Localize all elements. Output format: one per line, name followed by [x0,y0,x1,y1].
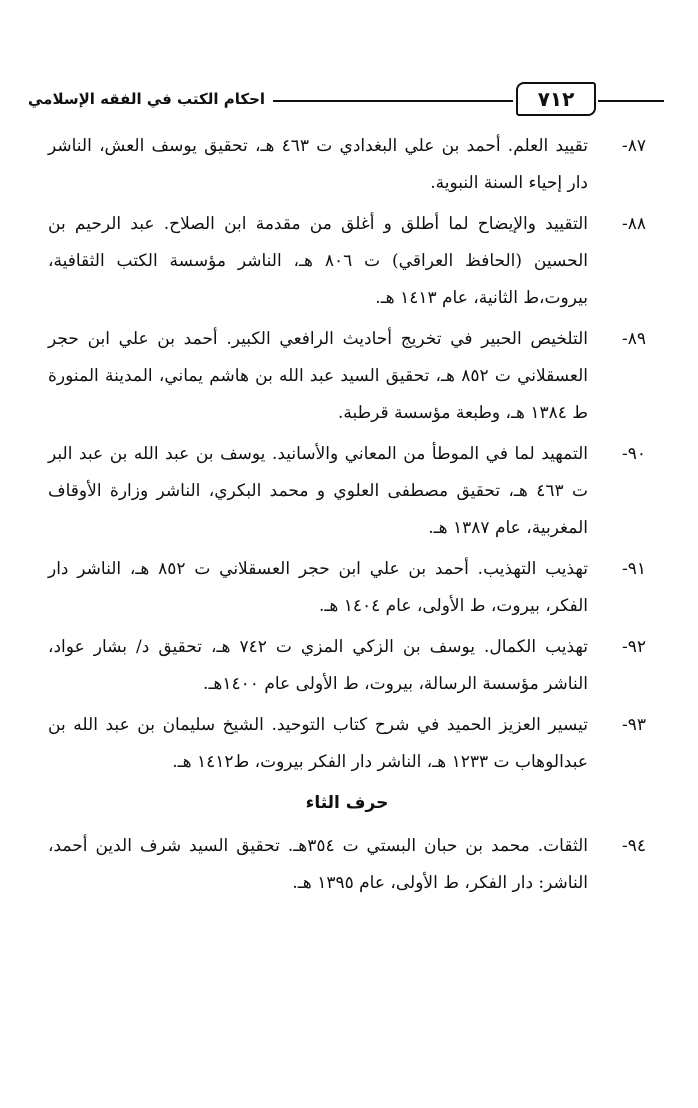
bibliography-entry [48,436,646,547]
entry-number: ٨٧- [621,136,646,156]
bibliography-entry [48,206,646,317]
entry-number: ٩٣- [621,715,646,735]
bibliography-entry [48,707,646,781]
header-rule-left [273,100,513,102]
entry-text: تهذيب الكمال. يوسف بن الزكي المزي ت ٧٤٢ هـ، تحقيق د/ بشار عواد، الناشر مؤسسة الرسالة، بيروت، ط الأولى عام ١٤٠٠هـ. [48,637,588,694]
entry-number: ٩٠- [621,444,646,464]
bibliography-entry [48,551,646,625]
page-number: ٧١٢ [516,82,596,116]
entry-text: الثقات. محمد بن حبان البستي ت ٣٥٤هـ. تحقيق السيد شرف الدين أحمد، الناشر: دار الفكر، ط الأولى، عام ١٣٩٥ هـ. [48,836,588,893]
header-rule-right [598,100,664,102]
entry-text: التقييد والإيضاح لما أطلق و أغلق من مقدمة ابن الصلاح. عبد الرحيم بن الحسين (الحافظ العراقي) ت ٨٠٦ هـ، الناشر مؤسسة الكتب الثقافية، بيروت،ط الثانية، عام ١٤١٣ هـ. [48,214,589,308]
entry-text: التمهيد لما في الموطأ من المعاني والأسانيد. يوسف بن عبد الله بن عبد البر ت ٤٦٣ هـ، تحقيق مصطفى العلوي و محمد البكري، الناشر وزارة الأوقاف المغربية، عام ١٣٨٧ هـ. [48,444,588,538]
entry-text: تهذيب التهذيب. أحمد بن علي ابن حجر العسقلاني ت ٨٥٢ هـ، الناشر دار الفكر، بيروت، ط الأولى، عام ١٤٠٤ هـ. [48,559,588,616]
book-title: احكام الكتب في الفقه الإسلامي [28,90,266,108]
bibliography-entry [48,128,646,202]
entry-number: ٨٩- [621,329,646,349]
entry-number: ٩٤- [621,836,646,856]
bibliography-entry [48,321,646,432]
entry-number: ٨٨- [621,214,646,234]
section-heading: حرف الثاء [305,793,389,813]
bibliography-entry [48,629,646,703]
entry-text: التلخيص الحبير في تخريج أحاديث الرافعي الكبير. أحمد بن علي ابن حجر العسقلاني ت ٨٥٢ هـ، تحقيق السيد عبد الله بن هاشم يماني، المدينة المنورة ط ١٣٨٤ هـ، وطبعة مؤسسة قرطبة. [48,329,589,423]
entry-text: تيسير العزيز الحميد في شرح كتاب التوحيد. الشيخ سليمان بن عبد الله بن عبدالوهاب ت ١٢٣٣ هـ، الناشر دار الفكر بيروت، ط١٤١٢ هـ. [48,715,588,772]
bibliography-list [48,128,646,906]
entry-text: تقييد العلم. أحمد بن علي البغدادي ت ٤٦٣ هـ، تحقيق يوسف العش، الناشر دار إحياء السنة النبوية. [48,136,588,193]
bibliography-entry [48,828,646,902]
running-header [28,80,664,120]
entry-number: ٩٢- [621,637,646,657]
entry-number: ٩١- [621,559,646,579]
